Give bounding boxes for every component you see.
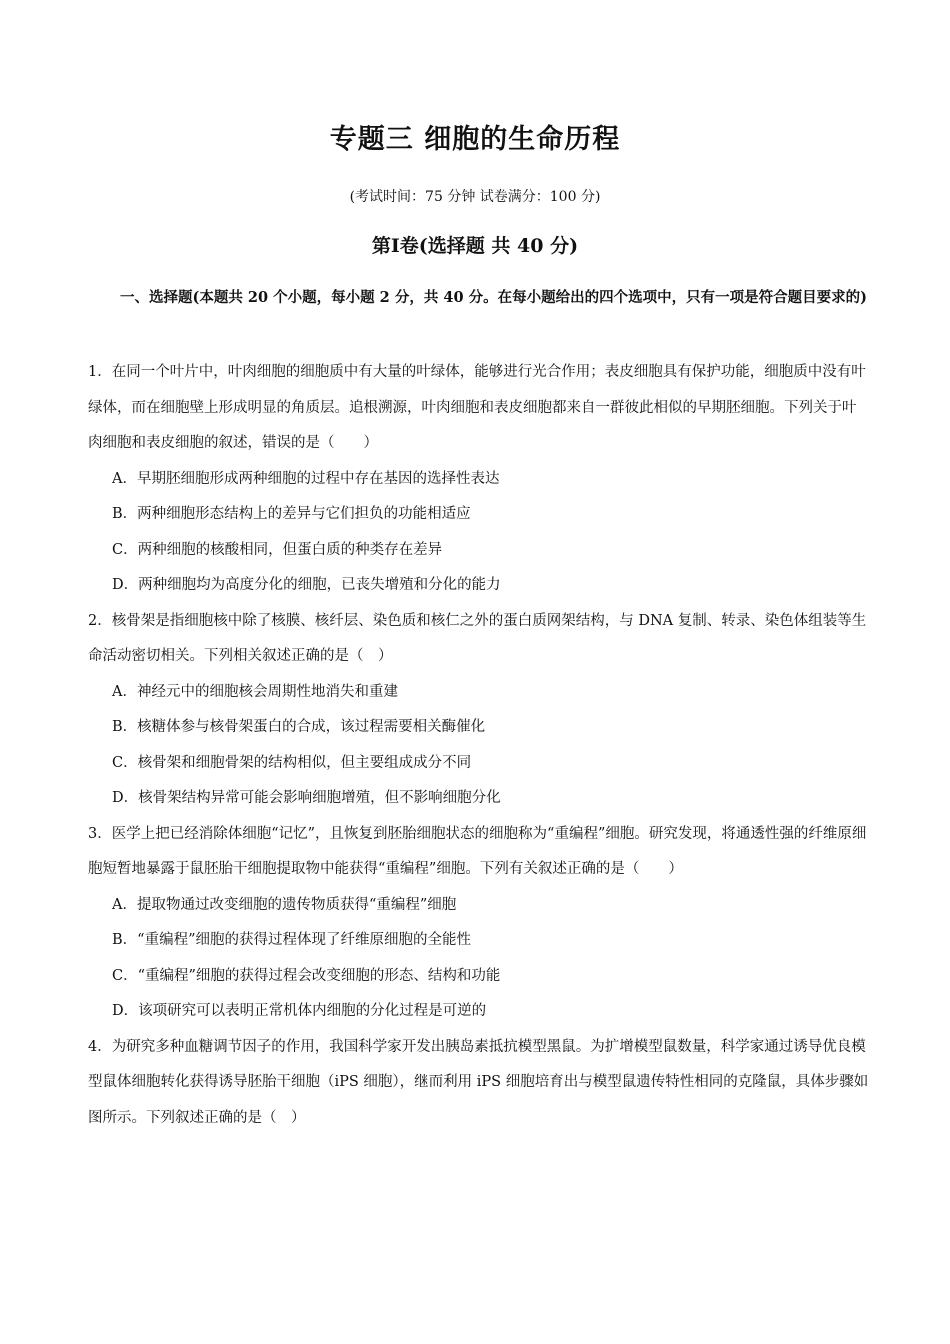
option-d: D．该项研究可以表明正常机体内细胞的分化过程是可逆的 xyxy=(112,1003,487,1019)
option-c: C．核骨架和细胞骨架的结构相似，但主要组成成分不同 xyxy=(112,754,472,771)
question-stem: 2．核骨架是指细胞核中除了核膜、核纤层、染色质和核仁之外的蛋白质网架结构，与 DNA 复制、转录、染色体组装等生命活动密切相关。下列相关叙述正确的是（ ） xyxy=(88,612,867,664)
option-b: B．核糖体参与核骨架蛋白的合成，该过程需要相关酶催化 xyxy=(112,719,486,735)
question-stem: 4．为研究多种血糖调节因子的作用，我国科学家开发出胰岛素抵抗模型黑鼠。为扩增模型鼠数量，科学家通过诱导优良模型鼠体细胞转化获得诱导胚胎干细胞（iPS 细胞），继而利用 iPS 细胞培育出与模型鼠遗传特性相同的克隆鼠，具体步骤如图所示。下列叙述正确的是（ ） xyxy=(88,1038,869,1126)
option-a: A．神经元中的细胞核会周期性地消失和重建 xyxy=(112,683,398,700)
option-c: C．两种细胞的核酸相同，但蛋白质的种类存在差异 xyxy=(112,541,443,558)
question-stem: 1．在同一个叶片中，叶肉细胞的细胞质中有大量的叶绿体，能够进行光合作用；表皮细胞具有保护功能，细胞质中没有叶绿体，而在细胞壁上形成明显的角质层。追根溯源，叶肉细胞和表皮细胞都来自一群彼此相似的早期胚细胞。下列关于叶肉细胞和表皮细胞的叙述，错误的是（ ） xyxy=(88,364,866,451)
option-b: B．两种细胞形态结构上的差异与它们担负的功能相适应 xyxy=(112,506,471,522)
section-title: 第Ⅰ卷(选择题 共 40 分) xyxy=(371,235,579,257)
section-instructions: 一、选择题(本题共 20 个小题，每小题 2 分，共 40 分。在每小题给出的四个选项中，只有一项是符合题目要求的) xyxy=(120,289,867,306)
exam-info: (考试时间：75 分钟 试卷满分：100 分) xyxy=(349,189,601,205)
option-d: D．核骨架结构异常可能会影响细胞增殖，但不影响细胞分化 xyxy=(112,790,501,806)
option-b: B．“重编程”细胞的获得过程体现了纤维原细胞的全能性 xyxy=(112,932,471,948)
question-1 xyxy=(88,355,870,604)
question-list xyxy=(88,355,870,1136)
option-c: C．“重编程”细胞的获得过程会改变细胞的形态、结构和功能 xyxy=(112,967,501,984)
option-a: A．早期胚细胞形成两种细胞的过程中存在基因的选择性表达 xyxy=(112,470,500,487)
page-title: 专题三 细胞的生命历程 xyxy=(329,124,621,155)
question-stem: 3．医学上把已经消除体细胞“记忆”，且恢复到胚胎细胞状态的细胞称为“重编程”细胞。研究发现，将通透性强的纤维原细胞短暂地暴露于鼠胚胎干细胞提取物中能获得“重编程”细胞。下列有关叙述正确的是（ ） xyxy=(88,825,867,877)
option-d: D．两种细胞均为高度分化的细胞，已丧失增殖和分化的能力 xyxy=(112,577,501,593)
question-4 xyxy=(88,1030,870,1137)
option-a: A．提取物通过改变细胞的遗传物质获得“重编程”细胞 xyxy=(112,896,457,913)
question-2 xyxy=(88,604,870,817)
question-3 xyxy=(88,817,870,1030)
